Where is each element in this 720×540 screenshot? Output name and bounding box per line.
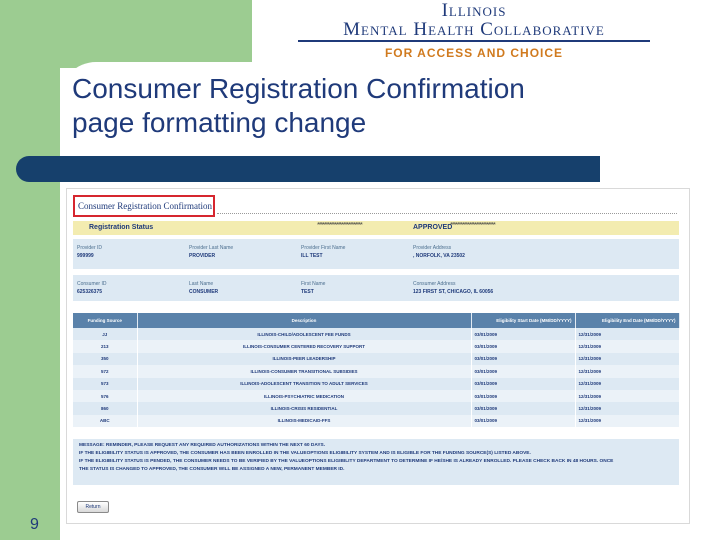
slide-title-line-2: page formatting change <box>72 107 367 138</box>
start-date-cell: 03/01/2009 <box>471 390 575 402</box>
description-cell: ILLINOIS-CHILD/ADOLESCENT FEE FUNDS <box>137 328 471 340</box>
funding-source-cell: 350 <box>73 353 137 365</box>
end-date-cell: 12/31/2009 <box>575 340 679 352</box>
provider-address-value: , NORFOLK, VA 23502 <box>413 253 465 259</box>
return-button[interactable]: Return <box>77 501 109 513</box>
provider-last-name-label: Provider Last Name <box>189 245 234 251</box>
funding-source-table <box>73 313 680 427</box>
provider-last-name-value: PROVIDER <box>189 253 216 259</box>
start-date-cell: 03/01/2009 <box>471 378 575 390</box>
description-cell: ILLINOIS-MEDICAID-FFS <box>137 415 471 427</box>
registration-status-label: Registration Status <box>89 224 154 231</box>
consumer-address <box>413 281 533 295</box>
end-date-cell: 12/31/2009 <box>575 378 679 390</box>
funding-source-cell: 573 <box>73 378 137 390</box>
table-row <box>73 365 679 377</box>
message-line-4: THE STATUS IS CHANGED TO APPROVED, THE CONSUMER WILL BE ASSIGNED A NEW, PERMANENT MEMBER ID. <box>79 467 345 472</box>
table-row <box>73 402 679 414</box>
consumer-id-label: Consumer ID <box>77 281 107 287</box>
start-date-cell: 03/01/2009 <box>471 328 575 340</box>
table-row <box>73 340 679 352</box>
slide-number: 9 <box>30 516 39 533</box>
provider-address <box>413 245 533 259</box>
funding-source-cell: 572 <box>73 365 137 377</box>
consumer-id-value: 625326375 <box>77 289 103 295</box>
description-cell: ILLINOIS-CONSUMER CENTERED RECOVERY SUPPORT <box>137 340 471 352</box>
funding-source-cell: JJ <box>73 328 137 340</box>
end-date-cell: 12/31/2009 <box>575 328 679 340</box>
funding-table-body <box>73 328 679 427</box>
consumer-first-name-value: TEST <box>301 289 314 295</box>
end-date-cell: 12/31/2009 <box>575 390 679 402</box>
table-row <box>73 328 679 340</box>
funding-source-cell: 860 <box>73 402 137 414</box>
col-header-description: Description <box>137 313 471 328</box>
imhc-logo <box>298 2 650 60</box>
table-header-row <box>73 313 679 328</box>
provider-id-label: Provider ID <box>77 245 103 251</box>
consumer-last-name <box>189 281 309 295</box>
slide-title <box>72 72 692 140</box>
screenshot-panel <box>66 188 690 524</box>
message-line-1: MESSAGE: REMINDER, PLEASE REQUEST ANY REQUIRED AUTHORIZATIONS WITHIN THE NEXT 60 DAYS. <box>79 443 326 448</box>
message-line-2: IF THE ELIGIBILITY STATUS IS APPROVED, THE CONSUMER HAS BEEN ENROLLED IN THE VALUEOPTIONS ELIGIBILITY SYSTEM AND IS ELIGIBLE FOR THE FUNDING SOURCE(S) LISTED ABOVE. <box>79 451 531 456</box>
page-header-highlighted: Consumer Registration Confirmation <box>73 195 215 217</box>
description-cell: ILLINOIS-PEER LEADERSHIP <box>137 353 471 365</box>
logo-tagline: FOR ACCESS AND CHOICE <box>384 46 564 60</box>
start-date-cell: 03/01/2009 <box>471 402 575 414</box>
table-row <box>73 353 679 365</box>
funding-source-cell: 576 <box>73 390 137 402</box>
description-cell: ILLINOIS-CONSUMER TRANSITIONAL SUBSIDIES <box>137 365 471 377</box>
start-date-cell: 03/01/2009 <box>471 340 575 352</box>
status-dots-left: ************************** <box>317 222 362 229</box>
provider-first-name-label: Provider First Name <box>301 245 346 251</box>
start-date-cell: 03/01/2009 <box>471 415 575 427</box>
funding-source-cell: ABC <box>73 415 137 427</box>
provider-address-label: Provider Address <box>413 245 452 251</box>
table-row <box>73 415 679 427</box>
consumer-id <box>77 281 197 295</box>
status-dots-right: ************************** <box>450 222 495 229</box>
funding-source-cell: 213 <box>73 340 137 352</box>
end-date-cell: 12/31/2009 <box>575 415 679 427</box>
consumer-address-label: Consumer Address <box>413 281 456 287</box>
header-divider <box>217 213 677 214</box>
provider-first-name <box>301 245 421 259</box>
end-date-cell: 12/31/2009 <box>575 402 679 414</box>
description-cell: ILLINOIS-PSYCHIATRIC MEDICATION <box>137 390 471 402</box>
consumer-first-name-label: First Name <box>301 281 326 287</box>
provider-first-name-value: ILL TEST <box>301 253 323 259</box>
logo-line-1: Illinois <box>441 0 507 21</box>
table-row <box>73 378 679 390</box>
provider-id <box>77 245 197 259</box>
slide-title-line-1: Consumer Registration Confirmation <box>72 73 525 104</box>
consumer-last-name-label: Last Name <box>189 281 214 287</box>
col-header-funding-source: Funding Source <box>73 313 137 328</box>
description-cell: ILLINOIS-ADOLESCENT TRANSITION TO ADULT SERVICES <box>137 378 471 390</box>
col-header-end-date: Eligibility End Date (MM/DD/YYYY) <box>575 313 679 328</box>
registration-status-value: APPROVED <box>413 224 453 231</box>
start-date-cell: 03/01/2009 <box>471 365 575 377</box>
message-line-3: IF THE ELIGIBILITY STATUS IS PENDED, THE CONSUMER NEEDS TO BE VERIFIED BY THE VALUEOPTIONS ELIGIBILITY DEPARTMENT TO DETERMINE IF HE/SHE IS ALREADY ENROLLED. PLEASE CHECK BACK IN 48 HOURS. ONCE <box>79 459 614 464</box>
description-cell: ILLINOIS-CRISIS RESIDENTIAL <box>137 402 471 414</box>
title-underline-bar <box>16 156 600 182</box>
logo-line-2: Mental Health Collaborative <box>298 20 650 42</box>
end-date-cell: 12/31/2009 <box>575 353 679 365</box>
consumer-info-box <box>73 275 679 301</box>
consumer-last-name-value: CONSUMER <box>189 289 219 295</box>
slide-green-side <box>0 0 60 540</box>
table-row <box>73 390 679 402</box>
provider-id-value: 999999 <box>77 253 94 259</box>
consumer-address-value: 123 FIRST ST, CHICAGO, IL 60056 <box>413 289 494 295</box>
message-box <box>73 439 679 485</box>
col-header-start-date: Eligibility Start Date (MM/DD/YYYY) <box>471 313 575 328</box>
registration-status-bar <box>73 221 679 235</box>
slide-green-block <box>0 0 252 68</box>
provider-info-box <box>73 239 679 269</box>
consumer-first-name <box>301 281 421 295</box>
end-date-cell: 12/31/2009 <box>575 365 679 377</box>
provider-last-name <box>189 245 309 259</box>
start-date-cell: 03/01/2009 <box>471 353 575 365</box>
